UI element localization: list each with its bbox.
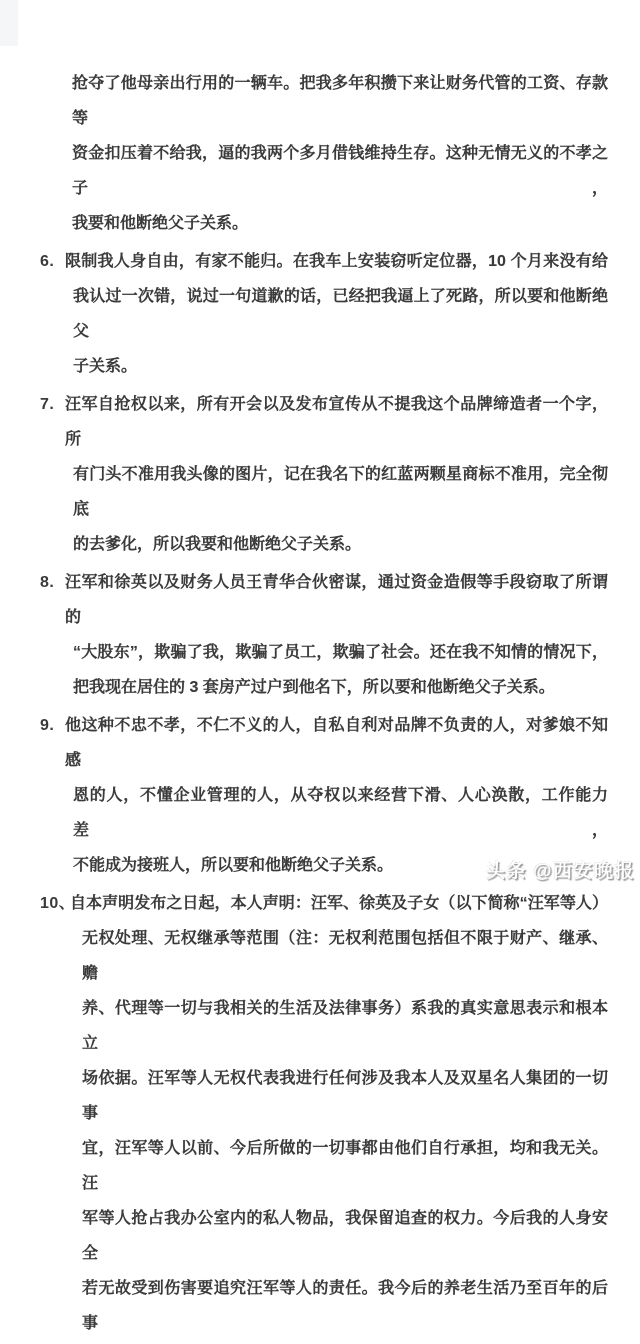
text-line: 无权处理、无权继承等范围（注：无权利范围包括但不限于财产、继承、赡 (82, 930, 608, 982)
text-line: 不能成为接班人，所以要和他断绝父子关系。 (73, 857, 394, 874)
text-line: 我认过一次错，说过一句道歉的话，已经把我逼上了死路，所以要和他断绝父 (73, 288, 608, 340)
text-line: 限制我人身自由，有家不能归。在我车上安装窃听定位器，10 个月来没有给 (65, 253, 608, 270)
text-line: 有门头不准用我头像的图片，记在我名下的红蓝两颗星商标不准用，完全彻底 (73, 466, 608, 518)
list-item-8 (0, 565, 640, 705)
list-item-10 (0, 886, 640, 1341)
text-line: 汪军自抢权以来，所有开会以及发布宣传从不提我这个品牌缔造者一个字，所 (65, 396, 608, 448)
item-number: 9. (40, 717, 55, 734)
watermark-toutiao-logo: 头条 (485, 861, 527, 882)
text-line: 场依据。汪军等人无权代表我进行任何涉及我本人及双星名人集团的一切事 (82, 1070, 608, 1122)
item-number: 10、 (40, 895, 76, 912)
watermark-source-handle: @西安晚报 (532, 861, 635, 882)
text-line: 养、代理等一切与我相关的生活及法律事务）系我的真实意思表示和根本立 (82, 1000, 608, 1052)
text-line: 宜，汪军等人以前、今后所做的一切事都由他们自行承担，均和我无关。汪 (82, 1140, 608, 1192)
continuation-paragraph (0, 66, 640, 241)
text-line: 若无故受到伤害要追究汪军等人的责任。我今后的养老生活乃至百年的后事 (82, 1280, 608, 1332)
text-line: 把我现在居住的 3 套房产过户到他名下，所以要和他断绝父子关系。 (73, 679, 555, 696)
list-item-6 (0, 244, 640, 384)
text-line: “大股东”，欺骗了我，欺骗了员工，欺骗了社会。还在我不知情的情况下， (73, 644, 608, 661)
text-line: 子关系。 (73, 358, 138, 375)
text-line: 汪军和徐英以及财务人员王青华合伙密谋，通过资金造假等手段窃取了所谓的 (65, 574, 608, 626)
text-line: 恩的人，不懂企业管理的人，从夺权以来经营下滑、人心涣散，工作能力差， (73, 787, 608, 839)
item-number: 6. (40, 253, 55, 270)
list-item-7 (0, 387, 640, 562)
item-number: 7. (40, 396, 55, 413)
text-line: 自本声明发布之日起，本人声明：汪军、徐英及子女（以下简称“汪军等人） (70, 895, 608, 912)
text-line: 军等人抢占我办公室内的私人物品，我保留追查的权力。今后我的人身安全 (82, 1210, 608, 1262)
text-line: 的去爹化，所以我要和他断绝父子关系。 (73, 536, 362, 553)
text-line: 抢夺了他母亲出行用的一辆车。把我多年积攒下来让财务代管的工资、存款等 (72, 75, 608, 127)
text-line: 资金扣压着不给我，逼的我两个多月借钱维持生存。这种无情无义的不孝之子， (72, 145, 608, 197)
text-line: 我要和他断绝父子关系。 (72, 215, 249, 232)
text-line: 他这种不忠不孝，不仁不义的人，自私自利对品牌不负责的人，对爹娘不知感 (65, 717, 608, 769)
item-number: 8. (40, 574, 55, 591)
watermark (486, 856, 635, 883)
